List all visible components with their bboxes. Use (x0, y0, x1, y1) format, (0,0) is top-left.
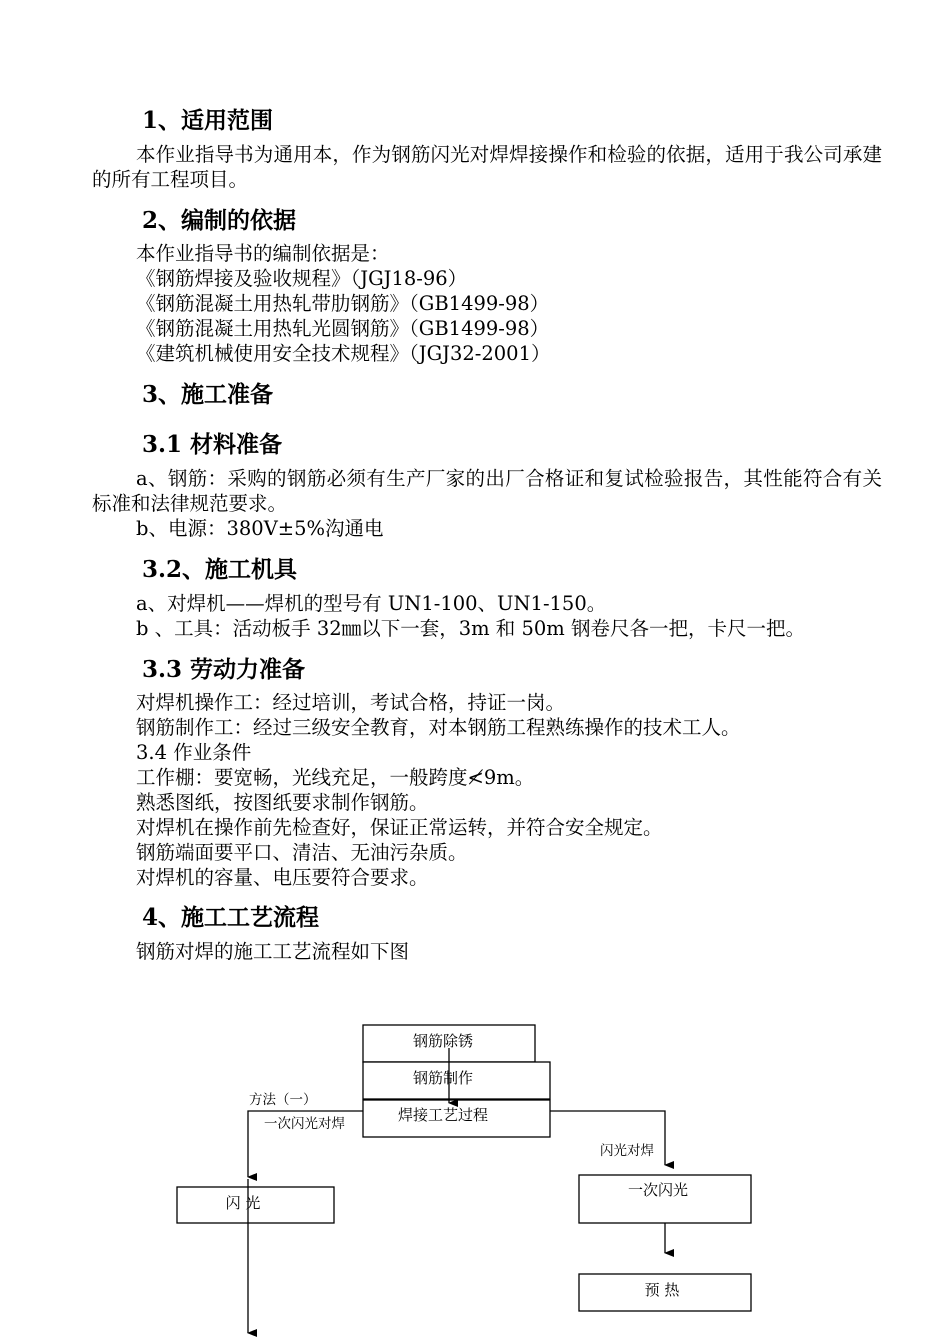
box-preheat-label: 预 热 (644, 1281, 680, 1299)
heading-3-2: 3.2、施工机具 (142, 556, 298, 583)
labor-line-7: 钢筋端面要平口、清洁、无油污杂质。 (136, 841, 468, 864)
material-b: b、电源：380V±5%沟通电 (136, 517, 384, 540)
labor-line-5: 熟悉图纸，按图纸要求制作钢筋。 (136, 791, 429, 814)
method-2-title: 闪光对焊 (600, 1143, 654, 1159)
machine-a: a、对焊机——焊机的型号有 UN1-100、UN1-150。 (136, 592, 607, 615)
labor-line-3: 3.4 作业条件 (136, 741, 252, 764)
reference-4: 《建筑机械使用安全技术规程》（JGJ32-2001） (136, 342, 551, 365)
labor-line-2: 钢筋制作工：经过三级安全教育，对本钢筋工程熟练操作的技术工人。 (136, 716, 741, 739)
labor-line-8: 对焊机的容量、电压要符合要求。 (136, 866, 429, 889)
heading-4: 4、施工工艺流程 (142, 904, 320, 931)
heading-3: 3、施工准备 (142, 381, 274, 408)
box-flash-left-label: 闪 光 (225, 1194, 261, 1212)
method-1-title: 方法（一） (249, 1092, 317, 1108)
reference-3: 《钢筋混凝土用热轧光圆钢筋》（GB1499-98） (136, 317, 550, 340)
reference-1: 《钢筋焊接及验收规程》（JGJ18-96） (136, 267, 468, 290)
box-bar-making-label: 钢筋制作 (412, 1069, 474, 1087)
flow-intro: 钢筋对焊的施工工艺流程如下图 (136, 940, 410, 963)
heading-3-1: 3.1 材料准备 (142, 431, 283, 458)
reference-2: 《钢筋混凝土用热轧带肋钢筋》（GB1499-98） (136, 292, 550, 315)
box-weld-process-label: 焊接工艺过程 (397, 1106, 489, 1124)
machine-b: b 、工具：活动板手 32㎜以下一套，3m 和 50m 钢卷尺各一把，卡尺一把。 (136, 617, 805, 640)
heading-1: 1、适用范围 (142, 107, 274, 134)
box-flash-right-label: 一次闪光 (627, 1181, 689, 1199)
box-rust-removal-label: 钢筋除锈 (412, 1032, 474, 1050)
labor-line-6: 对焊机在操作前先检查好，保证正常运转，并符合安全规定。 (136, 816, 663, 839)
heading-3-3: 3.3 劳动力准备 (142, 656, 306, 683)
labor-line-1: 对焊机操作工：经过培训，考试合格，持证一岗。 (136, 691, 566, 714)
labor-line-4: 工作棚：要宽畅，光线充足，一般跨度≮9m。 (136, 766, 535, 789)
heading-2: 2、编制的依据 (142, 207, 297, 234)
method-1-subtitle: 一次闪光对焊 (264, 1116, 345, 1132)
scope-paragraph: 本作业指导书为通用本，作为钢筋闪光对焊焊接操作和检验的依据，适用于我公司承建的所有工程项目。 (92, 143, 882, 191)
material-a: a、钢筋：采购的钢筋必须有生产厂家的出厂合格证和复试检验报告，其性能符合有关标准和法律规范要求。 (92, 467, 882, 515)
basis-intro: 本作业指导书的编制依据是： (136, 242, 390, 265)
